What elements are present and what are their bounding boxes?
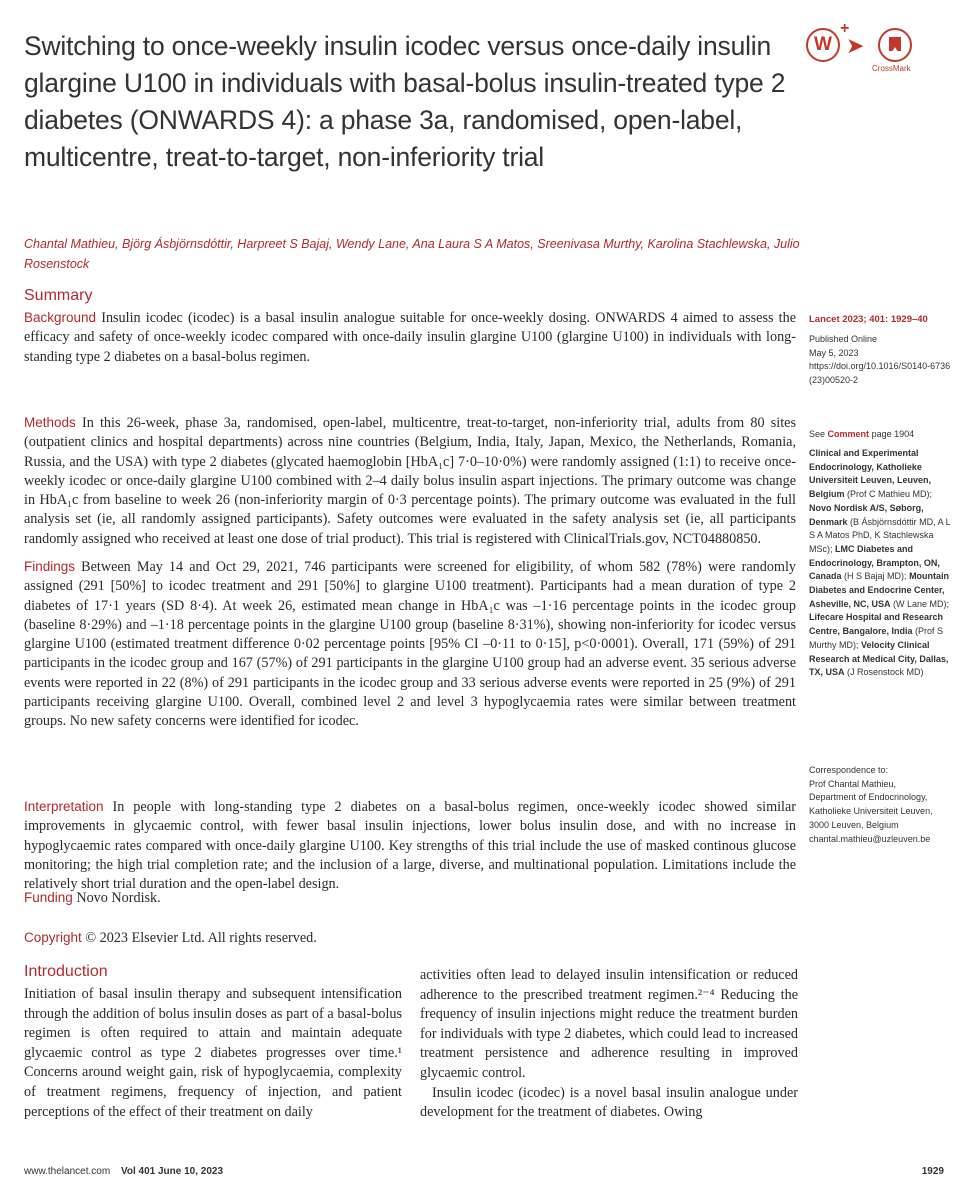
see-label: See (809, 429, 826, 439)
article-title: Switching to once-weekly insulin icodec versus once-daily insulin glargine U100 in individuals with basal-bolus insulin-treated type 2 diabetes (ONWARDS 4): a phase 3a, randomised, open-label, multicentre, treat-to-target, non-inferiority trial (24, 31, 786, 172)
published-date: May 5, 2023 (809, 347, 859, 358)
crossmark-label: CrossMark (872, 64, 911, 73)
bookmark-icon (889, 37, 901, 51)
funding-label: Funding (24, 890, 73, 905)
background-text: Insulin icodec (icodec) is a basal insulin analogue suitable for once-weekly dosing. ONWARDS 4 aimed to assess the efficacy and safety of once-weekly icodec compared with once-daily insulin glargine U100 (glargine U100) in individuals with long-standing type 2 diabetes on a basal-bolus regimen. (24, 310, 796, 365)
author-list: Chantal Mathieu, Björg Ásbjörnsdóttir, Harpreet S Bajaj, Wendy Lane, Ana Laura S A Matos, Sreenivasa Murthy, Karolina Stachlewska, Julio Rosenstock (24, 237, 800, 271)
cursor-icon: ➤ (846, 34, 865, 59)
correspondence-line: Katholieke Universiteit Leuven, (809, 806, 933, 817)
copyright-label: Copyright (24, 930, 82, 945)
interpretation-paragraph (24, 797, 796, 894)
copyright-text: © 2023 Elsevier Ltd. All rights reserved. (85, 930, 317, 946)
correspondence-line: Prof Chantal Mathieu, (809, 778, 897, 789)
affiliation: Velocity Clinical Research at Medical City, Dallas, TX, USA (J Rosenstock MD) (809, 639, 949, 678)
w-logo-icon[interactable]: W (806, 28, 840, 62)
introduction-right-column (420, 966, 798, 1123)
correspondence-email[interactable]: chantal.mathieu@uzleuven.be (809, 833, 931, 844)
footer-volume: Vol 401 June 10, 2023 (120, 1166, 224, 1177)
citation-text: Lancet 2023; 401: 1929–40 (809, 314, 928, 325)
findings-paragraph (24, 557, 796, 732)
findings-text: Between May 14 and Oct 29, 2021, 746 participants were screened for eligibility, of whom 582 (78%) were randomly assigned (291 [50%] to icodec treatment and 291 [50%] to glargine U100 treatment). Participants had a mean duration of type 2 diabetes of 17·1 years (SD 8·4). At week 26, estimated mean change in HbA₁c was –1·16 percentage points in the icodec group (baseline 8·29%) and –1·18 percentage points in the glargine U100 group (baseline 8·31%), showing non-inferiority for icodec versus glargine U100 (estimated treatment difference 0·02 percentage points [95% CI –0·11 to 0·15], p<0·0001). Overall, 171 (59%) of 291 participants in the icodec group and 167 (57%) of 291 participants in the glargine U100 group had an adverse event. 35 serious adverse events were reported in 22 (8%) of 291 participants in the icodec group and 33 serious adverse events were reported in 25 (9%) of 291 participants receiving glargine U100. Overall, combined level 2 and level 3 hypoglycaemia rates were similar between treatment groups. No new safety concerns were identified for icodec. (24, 559, 796, 730)
see-comment (809, 428, 954, 442)
introduction-right-p2: Insulin icodec (icodec) is a novel basal insulin analogue under development for the treatment of diabetes. Owing (420, 1084, 798, 1121)
footer-url[interactable]: www.thelancet.com (24, 1166, 111, 1177)
comment-page: page 1904 (871, 429, 915, 439)
page-number: 1929 (921, 1166, 944, 1177)
affiliation: LMC Diabetes and Endocrinology, Brampton, ON, Canada (H S Bajaj MD); (809, 543, 940, 582)
comment-link[interactable]: Comment (827, 429, 870, 439)
interpretation-label: Interpretation (24, 799, 104, 814)
publisher-logos (806, 20, 916, 74)
affiliation: Clinical and Experimental Endocrinology, Katholieke Universiteit Leuven, Leuven, Belgium (Prof C Mathieu MD); (809, 448, 933, 500)
methods-label: Methods (24, 415, 76, 430)
background-label: Background (24, 310, 97, 325)
summary-heading: Summary (24, 287, 93, 304)
plus-icon: + (840, 20, 850, 37)
interpretation-text: In people with long-standing type 2 diabetes on a basal-bolus regimen, once-weekly icodec showed similar improvements in glycaemic control, with fewer basal insulin injections, lower bolus insulin dose, and with no increase in hypoglycaemic rates compared with once-daily glargine U100. Key strengths of this trial include the use of masked continous glucose monitoring; the high trial completion rate; and the inclusion of a large, diverse, and multinational population. Limitations include the relatively short trial duration and the open-label design. (24, 799, 797, 893)
affiliation: Novo Nordisk A/S, Søborg, Denmark (B Ásbjörnsdóttir MD, A L S A Matos PhD, K Stachlewska MSc); (809, 502, 951, 554)
introduction-right-p1: activities often lead to delayed insulin intensification or reduced adherence to the prescribed treatment regimen.²⁻⁴ Reducing the frequency of insulin injections might reduce the treatment burden for individuals with type 2 diabetes, which could lead to increased treatment persistence and adherence resulting in improved glycaemic control. (420, 967, 798, 1081)
correspondence-label: Correspondence to: (809, 765, 889, 775)
citation (809, 313, 954, 327)
funding-text: Novo Nordisk. (76, 890, 161, 906)
introduction-left-column: Initiation of basal insulin therapy and subsequent intensification through the addition of bolus insulin doses as part of a basal-bolus regimen is often required to attain and maintain adequate glycaemic control as type 2 diabetes progresses over time.¹ Concerns around weight gain, risk of hypoglycaemia, complexity of treatment regimens, frequency of injection, and patient perceptions of the effect of their treatment on daily (24, 986, 402, 1120)
funding-paragraph (24, 888, 796, 908)
methods-paragraph (24, 413, 796, 549)
copyright-paragraph (24, 928, 796, 948)
affiliations (809, 447, 954, 680)
methods-text: In this 26-week, phase 3a, randomised, open-label, multicentre, treat-to-target, non-inferiority trial, adults from 80 sites (outpatient clinics and hospital departments) across nine countries (Belgium, India, Italy, Japan, Mexico, the Netherlands, Romania, Russia, and the USA) with type 2 diabetes (glycated haemoglobin [HbA₁c] 7·0–10·0%) were randomly assigned (1:1) to receive once-weekly icodec or once-daily glargine U100 combined with 2–4 daily bolus insulin aspart injections. The primary outcome was change in HbA₁c from baseline to week 26 (non-inferiority margin of 0·3 percentage points). The primary outcome was evaluated in the full analysis set (ie, all randomly assigned participants). Safety outcomes were evaluated in the safety analysis set (ie, all participants randomly assigned who received at least one dose of trial product). This trial is registered with ClinicalTrials.gov, NCT04880850. (24, 415, 797, 547)
correspondence-line: 3000 Leuven, Belgium (809, 819, 899, 830)
correspondence-line: Department of Endocrinology, (809, 792, 928, 803)
affiliation: Lifecare Hospital and Research Centre, Bangalore, India (Prof S Murthy MD); (809, 612, 944, 650)
doi-link[interactable]: https://doi.org/10.1016/S0140-6736(23)00520-2 (809, 361, 951, 386)
publication-info (809, 333, 954, 388)
findings-label: Findings (24, 559, 76, 574)
affiliation: Mountain Diabetes and Endocrine Center, Asheville, NC, USA (W Lane MD); (809, 571, 950, 609)
introduction-heading: Introduction (24, 963, 108, 980)
correspondence (809, 764, 954, 846)
page-footer (24, 1166, 944, 1177)
crossmark-icon[interactable] (878, 28, 912, 62)
background-paragraph (24, 308, 796, 367)
published-online: Published Online (809, 334, 878, 344)
